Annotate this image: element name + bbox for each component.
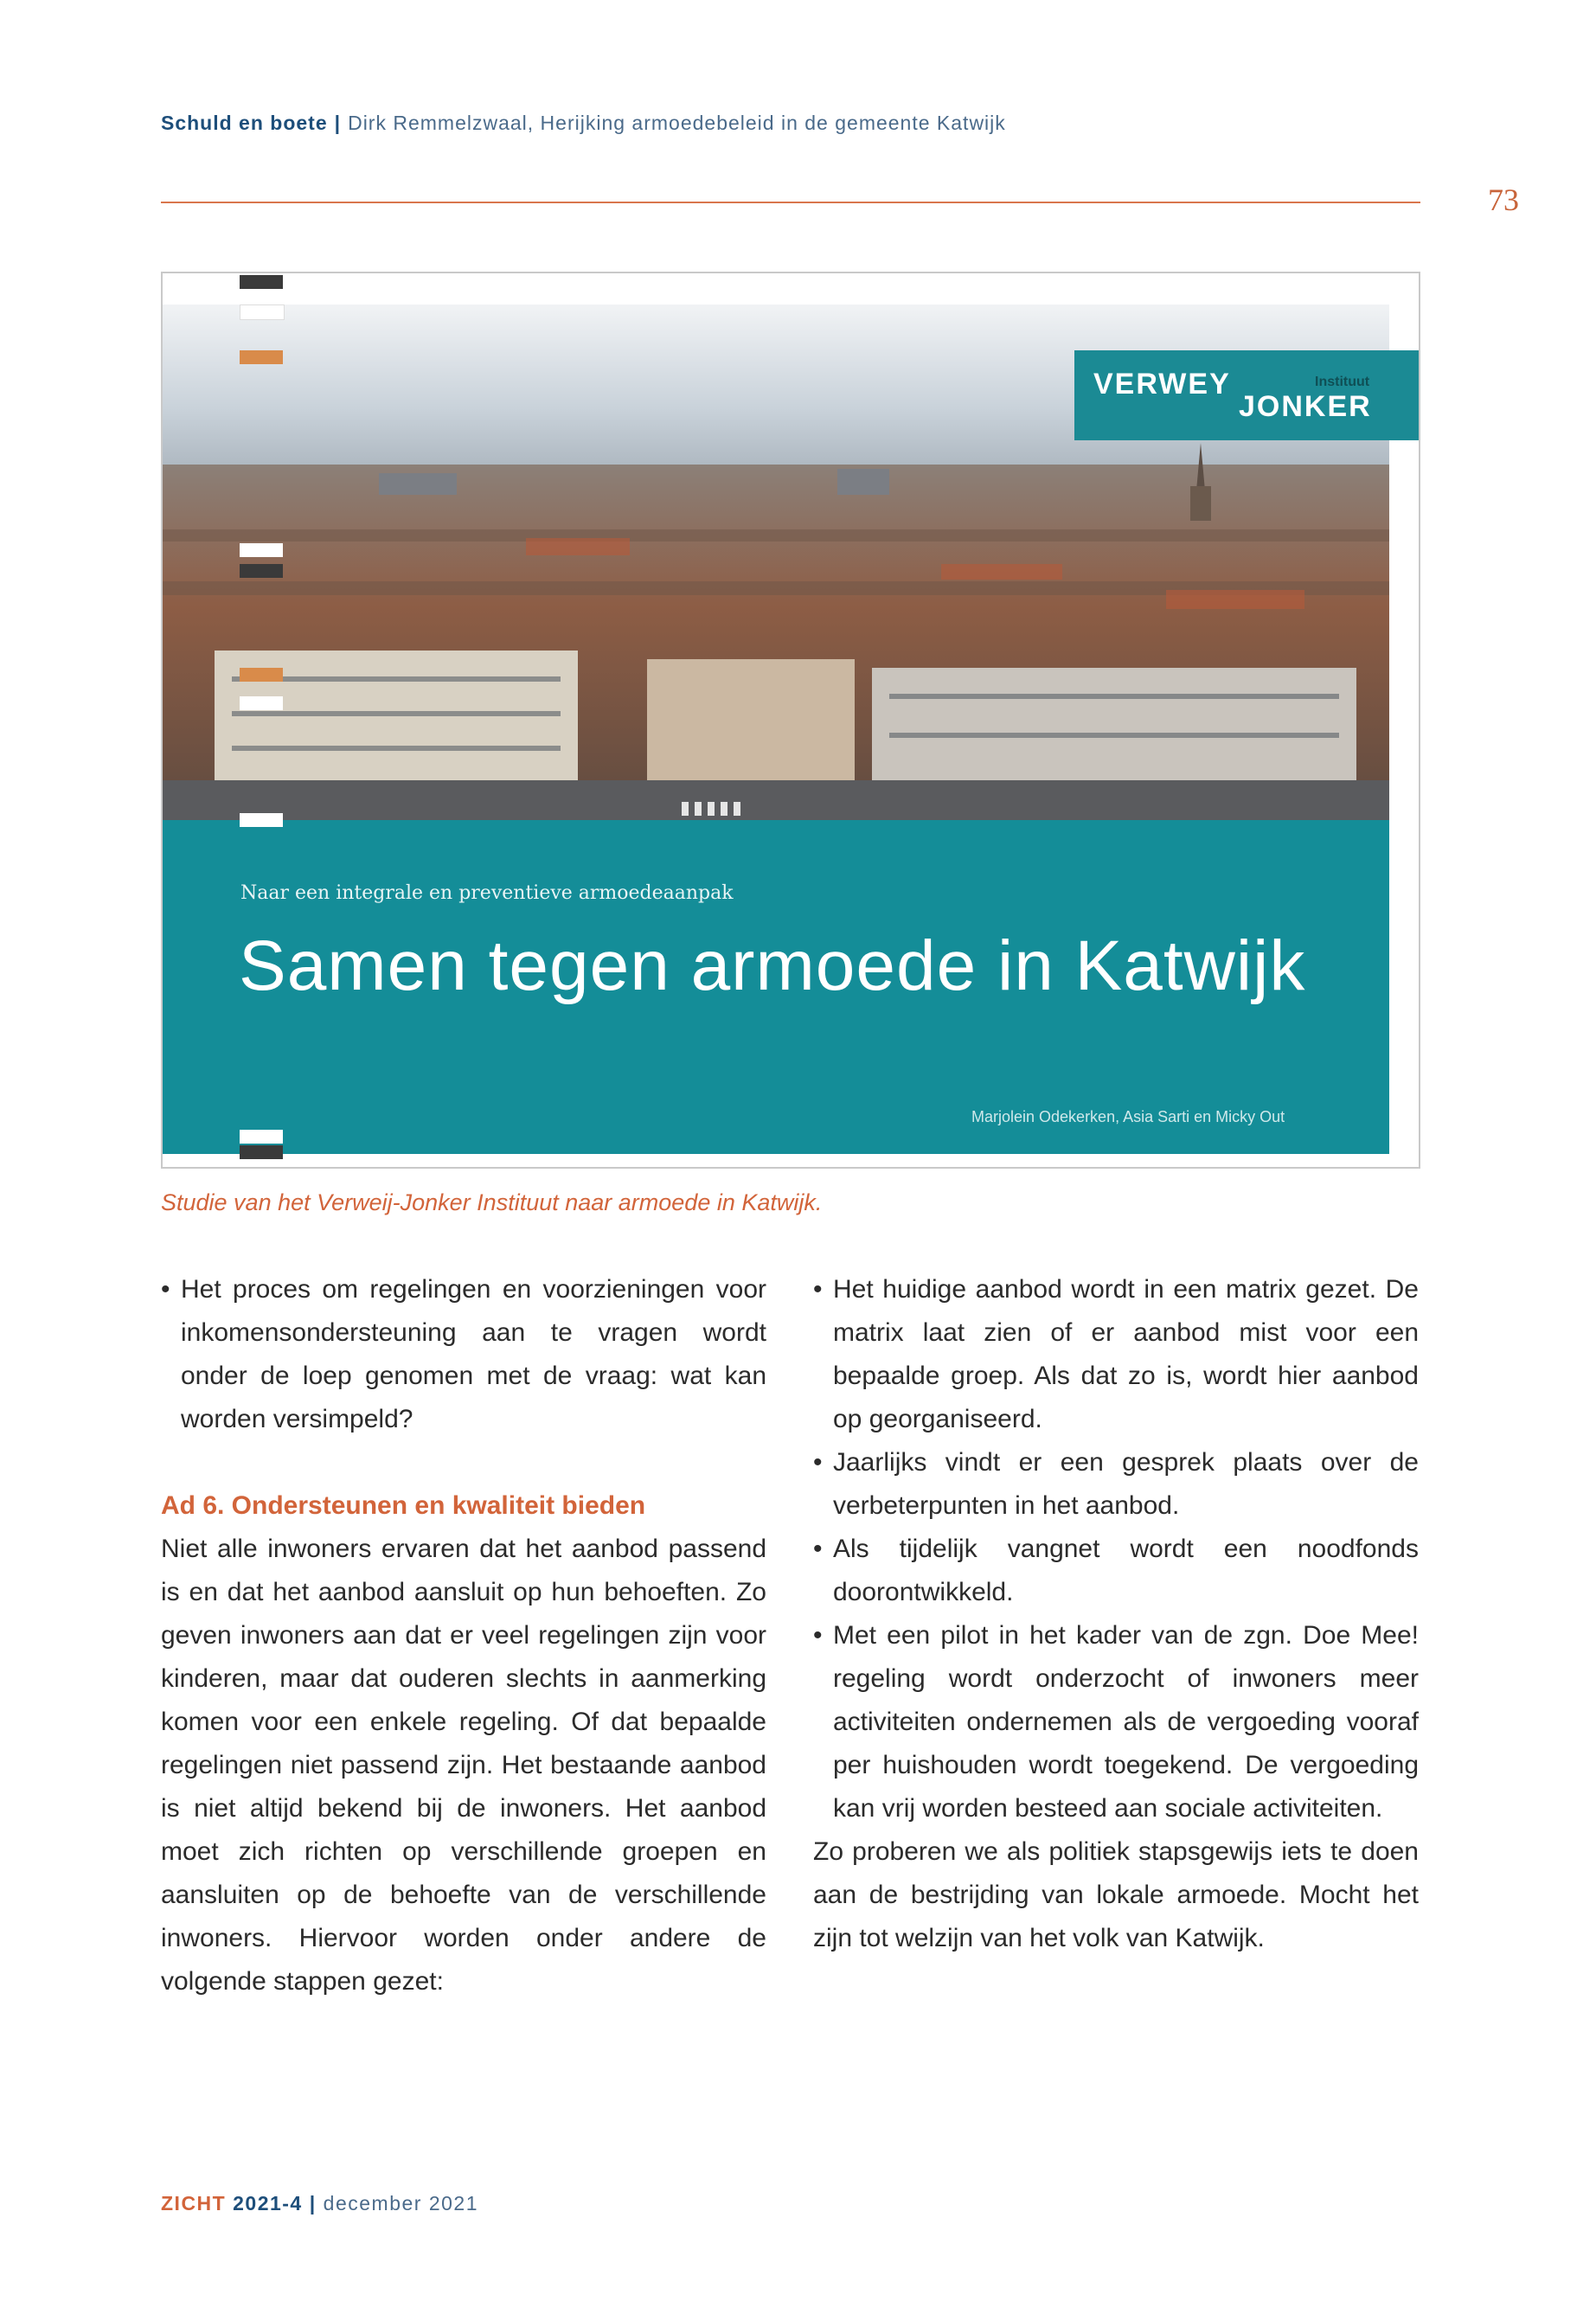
section-heading: Ad 6. Ondersteunen en kwaliteit bieden xyxy=(161,1491,646,1520)
closing-paragraph: Zo proberen we als politiek stapsgewijs iets te doen aan de bestrijding van lokale armoede. Mocht het zijn tot welzijn van het volk van Katwijk. xyxy=(813,1837,1419,1952)
cover-title: Samen tegen armoede in Katwijk xyxy=(239,926,1306,1005)
list-item-text: Als tijdelijk vangnet wordt een noodfonds doorontwikkeld. xyxy=(833,1535,1419,1606)
spine-mark xyxy=(240,1145,283,1159)
header-rule xyxy=(161,202,1420,203)
spine-mark xyxy=(240,543,283,557)
list-item xyxy=(813,1268,1419,1441)
journal-section-title: Schuld en boete xyxy=(161,112,328,134)
list-item-text: Jaarlijks vindt er een gesprek plaats over de verbeterpunten in het aanbod. xyxy=(833,1448,1419,1520)
bullet-icon: • xyxy=(161,1275,170,1304)
spine-mark xyxy=(240,304,285,320)
spine-mark xyxy=(240,564,283,578)
running-head-separator: | xyxy=(334,112,342,134)
list-item xyxy=(813,1441,1419,1528)
spine-mark xyxy=(240,275,283,289)
list-item xyxy=(161,1268,766,1441)
footer xyxy=(161,2192,478,2215)
bullet-icon: • xyxy=(813,1535,823,1563)
footer-issue: 2021-4 xyxy=(233,2192,303,2214)
cover-subtitle: Naar een integrale en preventieve armoedeaanpak xyxy=(240,882,734,904)
logo-word-verwey: VERWEY xyxy=(1093,368,1231,401)
figure-caption: Studie van het Verweij-Jonker Instituut naar armoede in Katwijk. xyxy=(161,1189,823,1215)
list-item-text: Het huidige aanbod wordt in een matrix gezet. De matrix laat zien of er aanbod mist voor een bepaalde groep. Als dat zo is, wordt hier aanbod op georganiseerd. xyxy=(833,1275,1419,1433)
list-item-text: Het proces om regelingen en voorzieningen voor inkomensondersteuning aan te vragen wordt onder de loep genomen met de vraag: wat kan worden versimpeld? xyxy=(181,1275,766,1433)
spine-mark xyxy=(240,1130,283,1144)
list-item-text: Met een pilot in het kader van de zgn. Doe Mee! regeling wordt onderzocht of inwoners meer activiteiten ondernemen als de vergoeding vooraf per huishouden wordt toegekend. De vergoeding kan vrij worden besteed aan sociale activiteiten. xyxy=(833,1621,1419,1823)
footer-separator: | xyxy=(309,2192,317,2214)
bullet-icon: • xyxy=(813,1275,823,1304)
bullet-icon: • xyxy=(813,1448,823,1477)
footer-date: december 2021 xyxy=(323,2192,479,2214)
running-head xyxy=(161,112,1006,135)
bullet-icon: • xyxy=(813,1621,823,1650)
spine-mark xyxy=(240,350,283,364)
logo-word-jonker: JONKER xyxy=(1239,390,1372,423)
page-number: 73 xyxy=(1488,183,1519,217)
spine-mark xyxy=(240,668,283,682)
spine-mark xyxy=(240,696,283,710)
verwey-jonker-logo xyxy=(1074,350,1419,440)
cover-authors: Marjolein Odekerken, Asia Sarti en Micky Out xyxy=(971,1108,1285,1125)
cover-title-band xyxy=(163,820,1389,1154)
logo-word-instituut: Instituut xyxy=(1315,375,1370,389)
footer-magazine: ZICHT xyxy=(161,2192,227,2214)
list-item xyxy=(813,1614,1419,1830)
body-paragraph: Niet alle inwoners ervaren dat het aanbod passend is en dat het aanbod aansluit op hun behoeften. Zo geven inwoners aan dat er veel regelingen zijn voor kinderen, maar dat ouderen slechts in aanmerking komen voor een enkele regeling. Of dat bepaalde regelingen niet passend zijn. Het bestaande aanbod is niet altijd bekend bij de inwoners. Het aanbod moet zich richten op verschillende groepen en aansluiten op de behoefte van de verschillende inwoners. Hiervoor worden onder andere de volgende stappen gezet: xyxy=(161,1535,766,1996)
left-column xyxy=(161,1268,766,2003)
spine-mark xyxy=(240,813,283,827)
right-column xyxy=(813,1268,1419,1960)
article-title: Dirk Remmelzwaal, Herijking armoedebeleid in de gemeente Katwijk xyxy=(348,112,1006,134)
list-item xyxy=(813,1528,1419,1614)
